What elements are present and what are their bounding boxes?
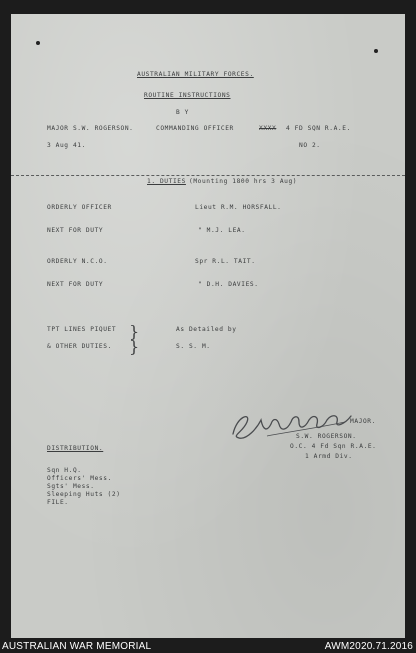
struck-text: XXXX xyxy=(259,125,277,132)
duty-name: " M.J. LEA. xyxy=(198,227,246,234)
document-sheet xyxy=(11,14,405,638)
duty-role: ORDERLY N.C.O. xyxy=(47,258,108,265)
signature-name: S.W. ROGERSON. xyxy=(296,433,357,440)
distribution-item: Sleeping Huts (2) xyxy=(47,491,121,498)
piquet-line: TPT LINES PIQUET xyxy=(47,326,117,333)
piquet-detail: S. S. M. xyxy=(176,343,211,350)
signature-division: 1 Armd Div. xyxy=(305,453,353,460)
piquet-detail: As Detailed by xyxy=(176,326,237,333)
footer-source: AUSTRALIAN WAR MEMORIAL xyxy=(2,641,152,652)
document-date: 3 Aug 41. xyxy=(47,142,86,149)
footer-accession-number: AWM2020.71.2016 xyxy=(324,641,413,652)
duty-role: NEXT FOR DUTY xyxy=(47,281,104,288)
distribution-item: Officers' Mess. xyxy=(47,475,112,482)
distribution-heading: DISTRIBUTION. xyxy=(47,445,104,452)
duties-heading: 1. DUTIES xyxy=(147,178,186,185)
piquet-line: & OTHER DUTIES. xyxy=(47,343,112,350)
duty-role: NEXT FOR DUTY xyxy=(47,227,104,234)
distribution-item: FILE. xyxy=(47,499,69,506)
author: MAJOR S.W. ROGERSON. xyxy=(47,125,134,132)
unit-name: 4 FD SQN R.A.E. xyxy=(286,125,351,132)
document-title: ROUTINE INSTRUCTIONS xyxy=(144,92,231,99)
duty-name: Lieut R.M. HORSFALL. xyxy=(195,204,282,211)
duty-name: Spr R.L. TAIT. xyxy=(195,258,256,265)
brace: } xyxy=(129,322,140,341)
divider-rule xyxy=(11,175,405,176)
duty-role: ORDERLY OFFICER xyxy=(47,204,112,211)
punch-hole xyxy=(36,41,40,45)
by-line: B Y xyxy=(176,109,189,116)
duty-name: " D.H. DAVIES. xyxy=(198,281,259,288)
signature-rank: MAJOR. xyxy=(350,418,376,425)
document-number: NO 2. xyxy=(299,142,321,149)
duties-mounting: (Mounting 1800 hrs 3 Aug) xyxy=(189,178,298,185)
brace: } xyxy=(129,337,140,356)
signature-post: O.C. 4 Fd Sqn R.A.E. xyxy=(290,443,377,450)
author-role: COMMANDING OFFICER xyxy=(156,125,234,132)
distribution-item: Sgts' Mess. xyxy=(47,483,95,490)
distribution-item: Sqn H.Q. xyxy=(47,467,82,474)
punch-hole xyxy=(374,49,378,53)
org-heading: AUSTRALIAN MILITARY FORCES. xyxy=(137,71,254,78)
